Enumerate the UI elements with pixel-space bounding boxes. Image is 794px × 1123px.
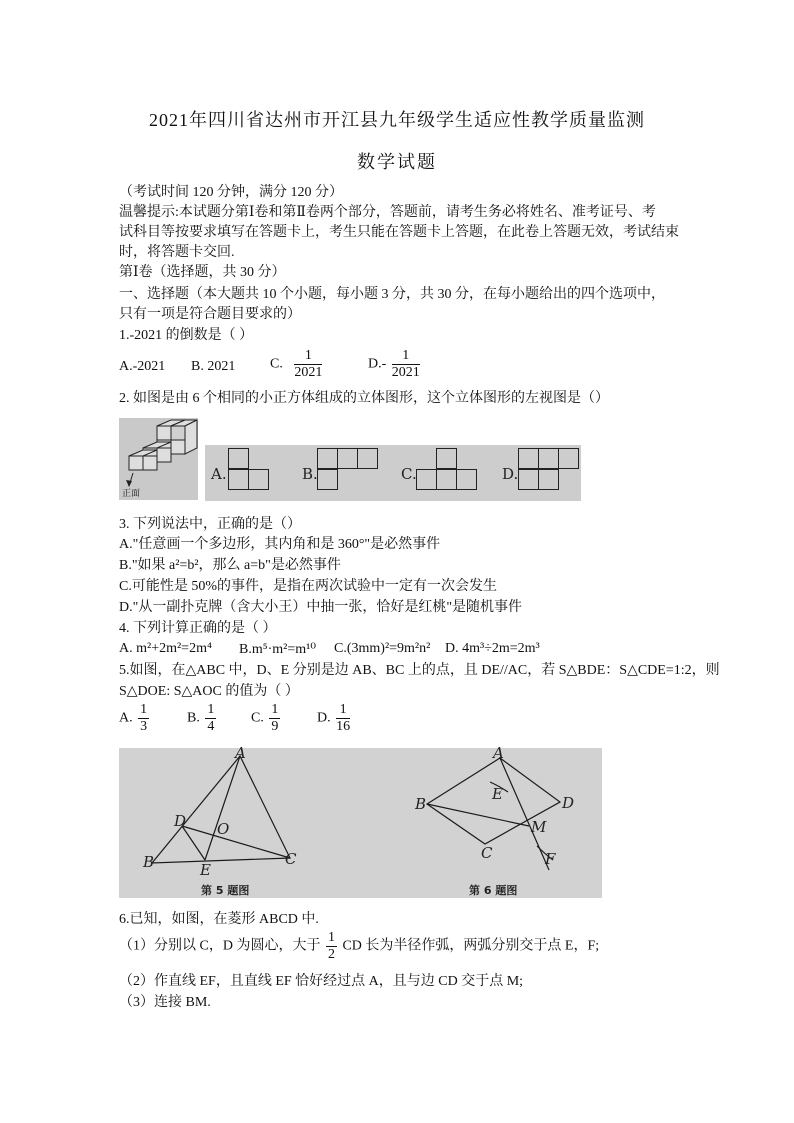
q4-option-d: D. 4m³÷2m=2m³ — [445, 641, 540, 656]
view-cell — [317, 469, 338, 490]
q6-stem: 6.已知，如图，在菱形 ABCD 中. — [119, 912, 319, 927]
q2-option-b-label: B. — [302, 465, 318, 483]
geometry-figures — [119, 748, 602, 898]
q3-option-d: D."从一副扑克牌（含大小王）中抽一张，恰好是红桃"是随机事件 — [119, 600, 523, 615]
front-label: 正面 — [122, 489, 141, 499]
fig5-label-b: B — [143, 853, 155, 871]
fig6-label-c: C — [481, 844, 493, 862]
q2-option-a-label: A. — [211, 465, 227, 483]
q4-stem: 4. 下列计算正确的是（ ） — [119, 621, 277, 636]
section-1-line-1: 一、选择题（本大题共 10 个小题，每小题 3 分，共 30 分，在每小题给出的四个选项中， — [119, 287, 665, 302]
fig5-caption: 第 5 题图 — [201, 884, 250, 897]
line-ef — [500, 758, 549, 870]
fig6-label-a: A — [493, 744, 504, 762]
fig6-label-f: F — [545, 850, 556, 868]
q1-option-d: D.- $\frac{1}{2021}$ — [368, 348, 420, 380]
q2-option-a-view — [228, 448, 270, 498]
q5-option-c: C. $\frac{1}{9}$ — [251, 702, 279, 734]
view-cell — [337, 448, 358, 469]
fig5-label-a: A — [235, 744, 246, 762]
fig6-label-e: E — [492, 785, 503, 803]
q5-option-d: D. $\frac{1}{16}$ — [317, 702, 351, 734]
q1-option-b: B. 2021 — [191, 359, 236, 374]
tip-line-1: 温馨提示:本试题分第Ⅰ卷和第Ⅱ卷两个部分，答题前，请考生务必将姓名、准考证号、考 — [119, 205, 656, 220]
section-1-line-2: 只有一项是符合题目要求的） — [119, 307, 301, 322]
page-subtitle: 数学试题 — [357, 152, 437, 172]
tip-line-3: 时，将答题卡交回. — [119, 245, 235, 260]
view-cell — [317, 448, 338, 469]
fig6-label-d: D — [562, 794, 575, 812]
view-cell — [248, 469, 269, 490]
view-cell — [436, 448, 457, 469]
view-cell — [538, 448, 559, 469]
view-cell — [357, 448, 378, 469]
triangle-abc — [152, 756, 290, 863]
q6-step-1: （1）分别以 C，D 为圆心，大于 $\frac{1}{2}$ CD 长为半径作弧，两弧分别交于点 E，F; — [119, 930, 600, 962]
exam-time: （考试时间 120 分钟，满分 120 分） — [119, 185, 343, 200]
q3-option-b: B."如果 a²=b²，那么 a=b"是必然事件 — [119, 558, 341, 573]
view-cell — [456, 469, 477, 490]
q5-stem-line-2: S△DOE: S△AOC 的值为（ ） — [119, 684, 299, 699]
q5-stem-line-1: 5.如图，在△ABC 中，D、E 分别是边 AB、BC 上的点，且 DE//AC，若 S△BDE：S△CDE=1:2，则 — [119, 663, 720, 678]
fig6-caption: 第 6 题图 — [469, 884, 518, 897]
fig5-label-d: D — [174, 812, 187, 830]
view-cell — [436, 469, 457, 490]
q1-option-c: C. $\frac{1}{2021}$ — [270, 348, 323, 380]
q1-option-a: A.-2021 — [119, 359, 166, 374]
q1-stem: 1.-2021 的倒数是（ ） — [119, 328, 254, 343]
q1-option-d-fraction: $\frac{1}{2021}$ — [391, 348, 420, 380]
q4-option-a: A. m²+2m²=2m⁴ — [119, 641, 212, 656]
segment-de — [182, 826, 205, 860]
q4-option-c: C.(3mm)²=9m²n² — [334, 641, 431, 656]
segment-dc — [182, 826, 290, 858]
q5-q6-figure-panel — [119, 744, 602, 898]
view-cell — [228, 448, 249, 469]
view-cell — [416, 469, 437, 490]
fig6-label-m: M — [531, 818, 547, 836]
view-cell — [518, 469, 539, 490]
q6-step-3: （3）连接 BM. — [119, 995, 211, 1010]
q2-option-c-label: C. — [401, 465, 417, 483]
view-cell — [558, 448, 579, 469]
page-title: 2021年四川省达州市开江县九年级学生适应性教学质量监测 — [149, 110, 645, 130]
fig5-label-o: O — [217, 820, 230, 838]
view-cell — [538, 469, 559, 490]
q3-stem: 3. 下列说法中，正确的是（） — [119, 517, 301, 532]
q5-option-b: B. $\frac{1}{4}$ — [187, 702, 215, 734]
q4-option-b: B.m⁵·m²=m¹⁰ — [239, 642, 316, 657]
view-cell — [518, 448, 539, 469]
q2-solid-figure — [119, 418, 198, 500]
q1-option-c-fraction: $\frac{1}{2021}$ — [294, 348, 323, 380]
view-cell — [228, 469, 249, 490]
q2-option-d-label: D. — [502, 465, 519, 483]
q6-step-2: （2）作直线 EF，且直线 EF 恰好经过点 A，且与边 CD 交于点 M; — [119, 974, 524, 989]
fig5-label-e: E — [200, 861, 211, 879]
q3-option-c: C.可能性是 50%的事件，是指在两次试验中一定有一次会发生 — [119, 579, 497, 594]
q2-options-strip — [205, 445, 581, 501]
tip-line-2: 试科目等按要求填写在答题卡上，考生只能在答题卡上答题，在此卷上答题无效，考试结束 — [119, 225, 679, 240]
fig6-label-b: B — [415, 795, 427, 813]
q2-stem: 2. 如图是由 6 个相同的小正方体组成的立体图形，这个立体图形的左视图是（） — [119, 391, 609, 406]
fig5-label-c: C — [285, 850, 297, 868]
segment-ae — [205, 756, 240, 860]
q5-option-a: A. $\frac{1}{3}$ — [119, 702, 148, 734]
q3-option-a: A."任意画一个多边形，其内角和是 360°"是必然事件 — [119, 537, 441, 552]
part-1-heading: 第Ⅰ卷（选择题，共 30 分） — [119, 265, 286, 280]
